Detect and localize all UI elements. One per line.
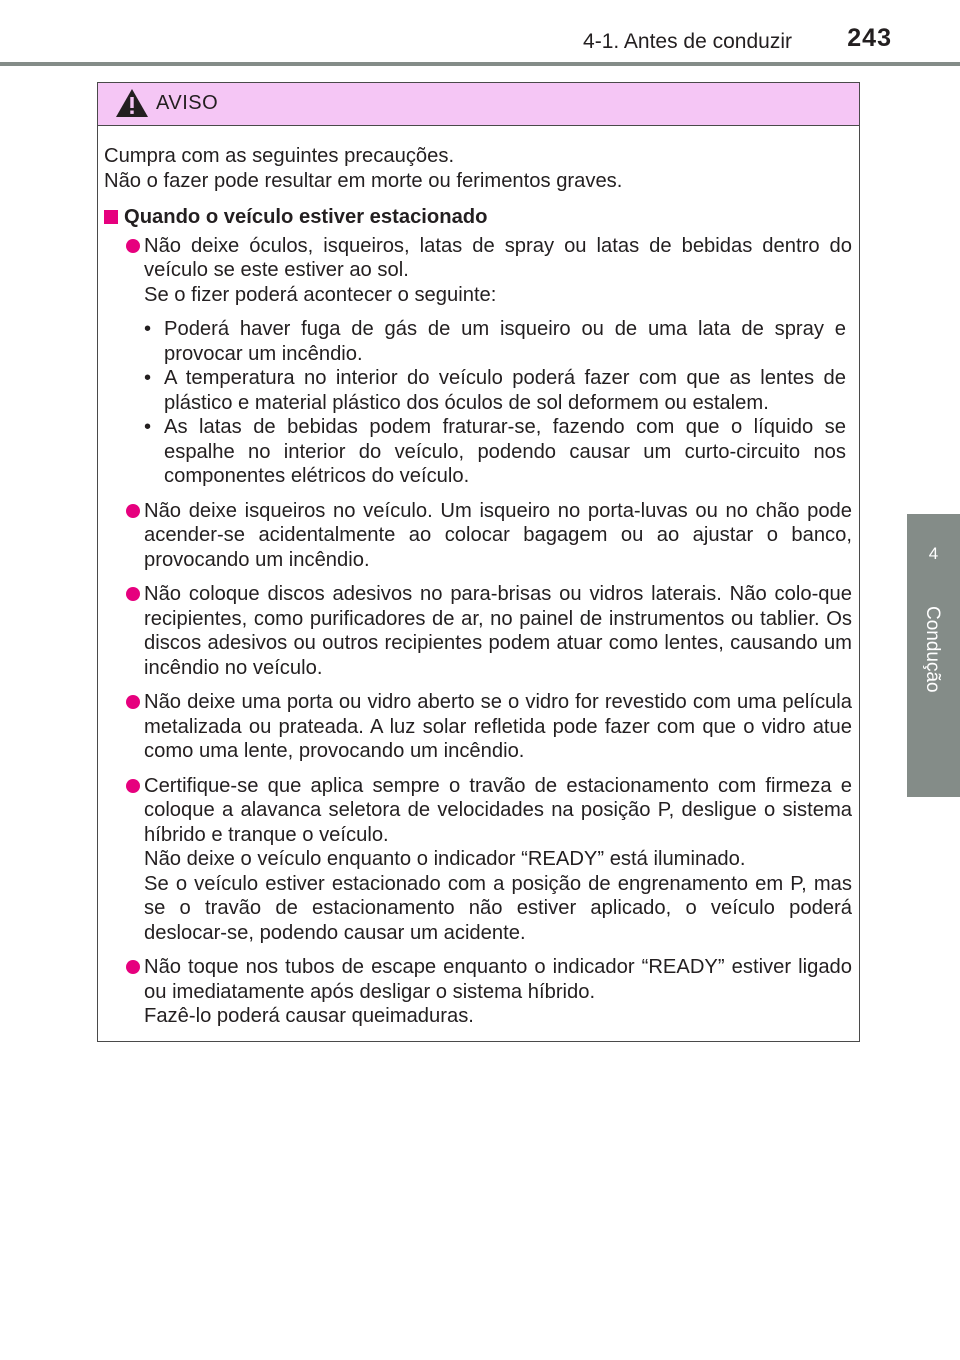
dot-bullet-icon: •	[144, 367, 152, 389]
dot-bullet-icon: •	[144, 416, 152, 438]
item-text: Não deixe isqueiros no veículo. Um isqueiro no porta-luvas ou no chão pode acender-se acidentalmente ao colocar bagagem ou ao ajustar o banco, provocando um incêndio.	[144, 499, 852, 571]
circle-bullet-icon	[126, 695, 140, 709]
circle-bullet-icon	[126, 960, 140, 974]
intro-line: Cumpra com as seguintes precauções.	[104, 145, 455, 167]
intro-line: Não o fazer pode resultar em morte ou ferimentos graves.	[104, 169, 623, 192]
circle-bullet-icon	[126, 587, 140, 601]
item-text: Se o fizer poderá acontecer o seguinte:	[144, 283, 497, 306]
list-item	[104, 582, 852, 680]
warning-triangle-icon	[115, 88, 149, 118]
section-title: 4-1. Antes de conduzir	[583, 30, 792, 53]
warning-title: AVISO	[156, 92, 219, 114]
item-text: Não deixe óculos, isqueiros, latas de spray ou latas de bebidas dentro do veículo se este estiver ao sol.	[144, 234, 852, 281]
square-bullet-icon	[104, 210, 118, 224]
circle-bullet-icon	[126, 779, 140, 793]
sub-item-text: As latas de bebidas podem fraturar-se, fazendo com que o líquido se espalhe no interior do veículo, podendo causar um curto-circuito nos componentes elétricos do veículo.	[164, 416, 846, 487]
warning-intro	[104, 144, 852, 193]
list-item	[104, 234, 852, 489]
warning-box	[97, 82, 860, 1042]
sub-list-item	[144, 415, 852, 489]
sub-list-item	[144, 366, 852, 415]
chapter-label: Condução	[922, 606, 943, 693]
dot-bullet-icon: •	[144, 318, 152, 340]
list-item	[104, 499, 852, 573]
sub-list	[144, 317, 852, 489]
subheading-text: Quando o veículo estiver estacionado	[124, 206, 488, 228]
item-text: Não coloque discos adesivos no para-brisas ou vidros laterais. Não colo-que recipientes, como purificadores de ar, no painel de instrumentos ou tablier. Os discos adesivos ou outros recipientes podem atuar como lentes, causando um incêndio no veículo.	[144, 583, 852, 679]
list-item	[104, 774, 852, 946]
page-number: 243	[847, 24, 892, 52]
item-text: Não deixe o veículo enquanto o indicador “READY” está iluminado.	[144, 848, 746, 870]
list-item	[104, 955, 852, 1029]
circle-bullet-icon	[126, 504, 140, 518]
subheading	[104, 205, 852, 230]
list-item	[104, 690, 852, 764]
circle-bullet-icon	[126, 239, 140, 253]
header-rule	[0, 62, 960, 66]
item-text: Não deixe uma porta ou vidro aberto se o vidro for revestido com uma película metalizada ou prateada. A luz solar refletida pode fazer com que o vidro atue como uma lente, provocando um incêndio.	[144, 691, 852, 762]
item-text: Certifique-se que aplica sempre o travão de estacionamento com firmeza e coloque a alavanca seletora de velocidades na posição P, desligue o sistema híbrido e tranque o veículo.	[144, 774, 852, 846]
warning-header	[98, 83, 859, 126]
sub-list-item	[144, 317, 852, 366]
sub-item-text: A temperatura no interior do veículo poderá fazer com que as lentes de plástico e material plástico dos óculos de sol deformem ou estalem.	[164, 367, 846, 414]
warning-body	[98, 126, 859, 1029]
chapter-side-tab	[907, 514, 960, 797]
item-text: Não toque nos tubos de escape enquanto o indicador “READY” estiver ligado ou imediatamente após desligar o sistema híbrido.	[144, 956, 852, 1003]
chapter-number: 4	[928, 544, 939, 563]
sub-item-text: Poderá haver fuga de gás de um isqueiro ou de uma lata de spray e provocar um incêndio.	[164, 318, 846, 365]
item-text: Se o veículo estiver estacionado com a posição de engrenamento em P, mas se o travão de estacionamento não estiver aplicado, o veículo poderá deslocar-se, podendo causar um acidente.	[144, 872, 852, 944]
item-text: Fazê-lo poderá causar queimaduras.	[144, 1005, 474, 1027]
warning-items	[104, 234, 852, 1029]
